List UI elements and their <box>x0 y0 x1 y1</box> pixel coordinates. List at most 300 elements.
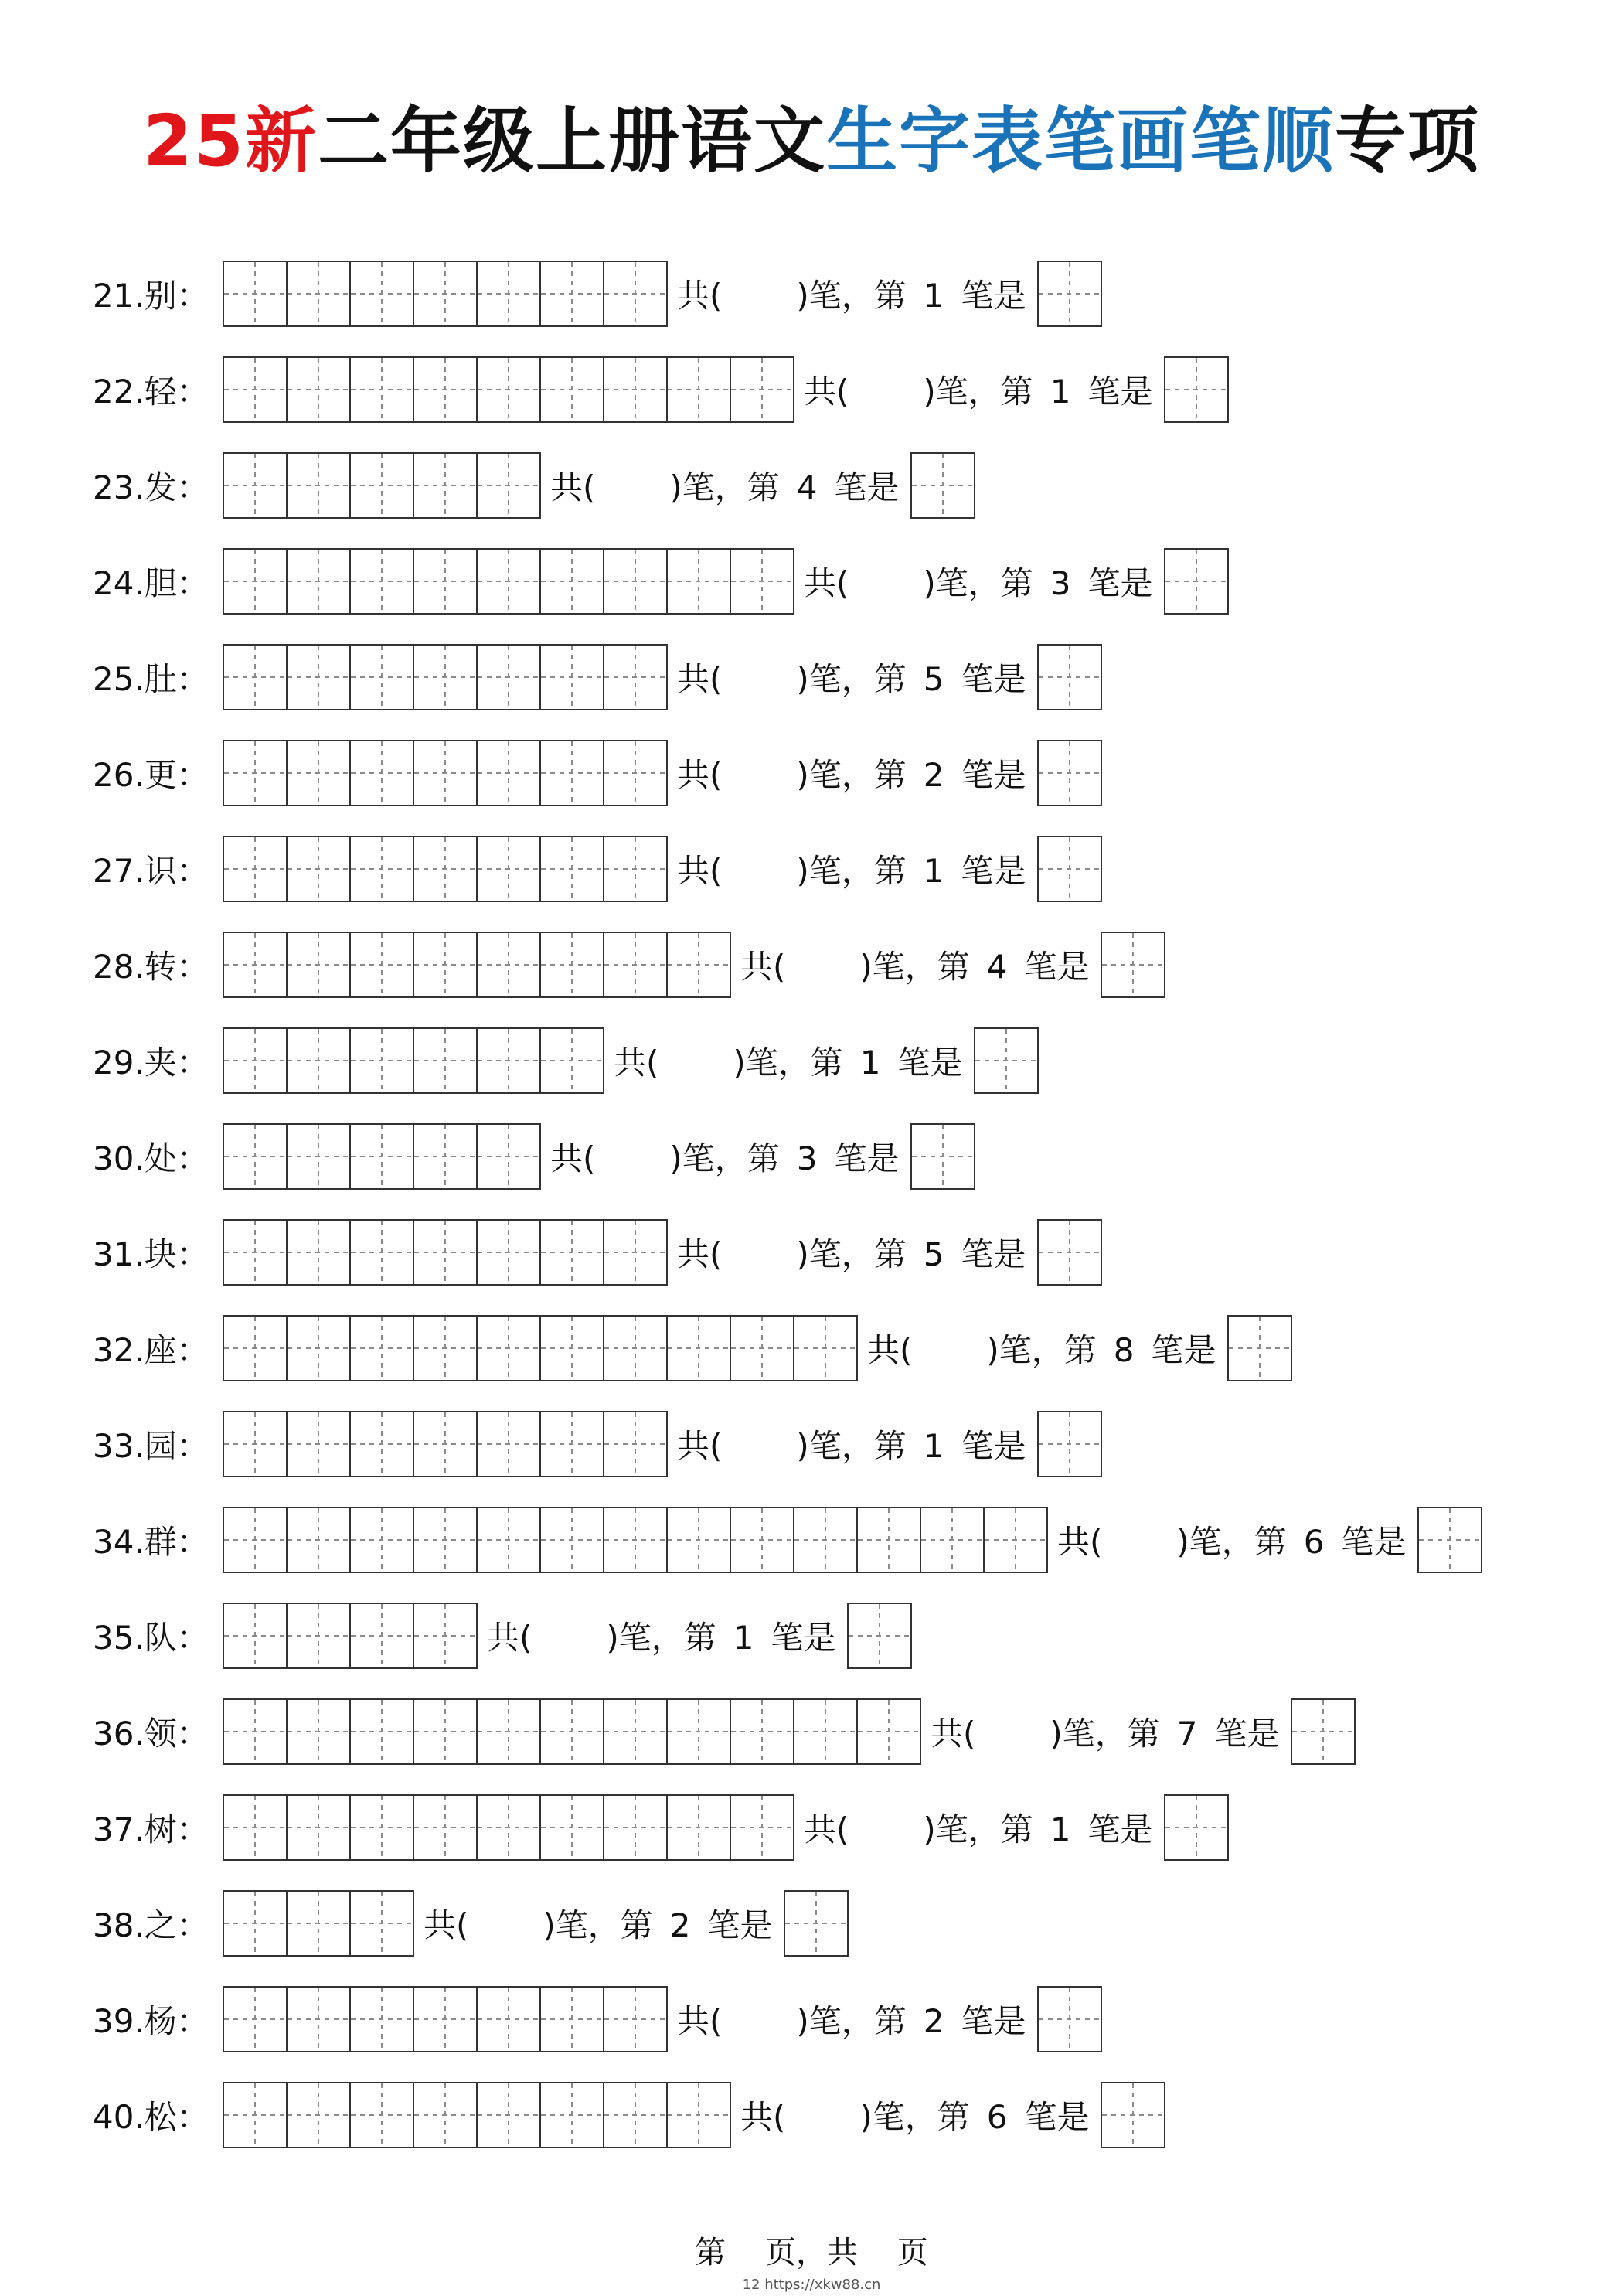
total-close-text: )笔，第 <box>1050 1715 1160 1753</box>
writing-cell[interactable] <box>541 1508 604 1572</box>
stroke-is-text: 笔是 <box>1087 373 1153 410</box>
writing-cell[interactable] <box>478 1508 541 1572</box>
writing-cell[interactable] <box>414 1412 478 1476</box>
stroke-order-grid <box>223 1315 858 1381</box>
writing-cell[interactable] <box>731 1508 794 1572</box>
writing-cell[interactable] <box>288 1988 351 2051</box>
exercise-row <box>93 453 975 518</box>
writing-cell[interactable] <box>478 646 541 709</box>
stroke-number: 6 <box>986 2098 1008 2136</box>
writing-cell[interactable] <box>604 933 668 996</box>
answer-cell[interactable] <box>847 1603 912 1669</box>
writing-cell[interactable] <box>351 1029 414 1092</box>
stroke-question <box>740 942 1090 988</box>
answer-cell[interactable] <box>1037 1411 1102 1477</box>
writing-cell[interactable] <box>224 933 288 996</box>
answer-cell[interactable] <box>784 1890 849 1957</box>
writing-cell[interactable] <box>541 2083 604 2147</box>
stroke-question <box>550 1133 900 1180</box>
writing-cell[interactable] <box>668 550 731 613</box>
character-label: 38.之： <box>93 1906 209 1944</box>
writing-cell[interactable] <box>288 741 351 805</box>
writing-cell[interactable] <box>921 1508 985 1572</box>
writing-cell[interactable] <box>288 1221 351 1284</box>
writing-cell[interactable] <box>541 1029 604 1092</box>
writing-cell[interactable] <box>478 1029 541 1092</box>
writing-cell[interactable] <box>414 741 478 805</box>
writing-cell[interactable] <box>351 646 414 709</box>
writing-cell[interactable] <box>731 1700 794 1763</box>
writing-cell[interactable] <box>604 358 668 421</box>
stroke-question <box>1057 1517 1407 1563</box>
exercise-row <box>93 1412 1102 1477</box>
total-close-text: )笔，第 <box>796 852 907 890</box>
character-label: 25.肚： <box>93 660 209 698</box>
answer-cell[interactable] <box>1164 356 1229 423</box>
writing-cell[interactable] <box>414 933 478 996</box>
answer-cell[interactable] <box>1164 1794 1229 1861</box>
writing-cell[interactable] <box>478 741 541 805</box>
writing-cell[interactable] <box>478 358 541 421</box>
writing-cell[interactable] <box>604 550 668 613</box>
total-close-text: )笔，第 <box>796 756 907 794</box>
stroke-question <box>804 1804 1153 1851</box>
writing-cell[interactable] <box>541 262 604 325</box>
total-open-text: 共( <box>677 660 723 698</box>
answer-cell[interactable] <box>910 452 975 519</box>
exercise-row <box>93 1795 1229 1860</box>
exercise-row <box>93 1603 912 1668</box>
stroke-is-text: 笔是 <box>961 2002 1026 2040</box>
writing-cell[interactable] <box>351 1412 414 1476</box>
total-open-text: 共( <box>804 564 849 602</box>
answer-cell[interactable] <box>1037 261 1102 327</box>
total-close-text: )笔，第 <box>923 373 1033 410</box>
title-suffix: 专项 <box>1335 100 1481 182</box>
stroke-is-text: 笔是 <box>1087 564 1153 602</box>
stroke-is-text: 笔是 <box>1214 1715 1280 1753</box>
answer-cell[interactable] <box>1227 1315 1292 1381</box>
writing-cell[interactable] <box>224 1221 288 1284</box>
writing-cell[interactable] <box>541 1700 604 1763</box>
writing-cell[interactable] <box>224 1892 288 1955</box>
total-close-text: )笔，第 <box>606 1619 716 1657</box>
writing-cell[interactable] <box>224 1412 288 1476</box>
exercise-row <box>93 2083 1165 2148</box>
stroke-is-text: 笔是 <box>1024 2098 1090 2136</box>
writing-cell[interactable] <box>414 358 478 421</box>
stroke-question <box>677 750 1026 796</box>
stroke-number: 8 <box>1113 1331 1135 1369</box>
writing-cell[interactable] <box>604 1412 668 1476</box>
writing-cell[interactable] <box>224 646 288 709</box>
writing-cell[interactable] <box>414 1125 478 1188</box>
writing-cell[interactable] <box>414 2083 478 2147</box>
writing-cell[interactable] <box>288 1892 351 1955</box>
character-label: 22.轻： <box>93 373 209 410</box>
writing-cell[interactable] <box>668 1508 731 1572</box>
total-open-text: 共( <box>867 1331 913 1369</box>
stroke-order-grid <box>223 740 668 806</box>
writing-cell[interactable] <box>478 1988 541 2051</box>
writing-cell[interactable] <box>351 1796 414 1859</box>
stroke-is-text: 笔是 <box>1087 1811 1153 1848</box>
character-label: 28.转： <box>93 948 209 986</box>
title-grade-prefix: 25新 <box>142 100 318 182</box>
exercise-row <box>93 741 1102 806</box>
stroke-order-grid <box>223 1219 668 1286</box>
exercise-row <box>93 1699 1356 1764</box>
writing-cell[interactable] <box>668 358 731 421</box>
writing-cell[interactable] <box>858 1700 921 1763</box>
writing-cell[interactable] <box>224 1029 288 1092</box>
stroke-number: 1 <box>923 852 944 890</box>
writing-cell[interactable] <box>414 262 478 325</box>
writing-cell[interactable] <box>288 262 351 325</box>
writing-cell[interactable] <box>414 1317 478 1380</box>
answer-cell[interactable] <box>1164 548 1229 615</box>
character-label: 40.松： <box>93 2098 209 2136</box>
writing-cell[interactable] <box>478 454 541 517</box>
writing-cell[interactable] <box>604 2083 668 2147</box>
exercise-row <box>93 645 1102 710</box>
writing-cell[interactable] <box>414 1029 478 1092</box>
writing-cell[interactable] <box>414 837 478 901</box>
stroke-order-grid <box>223 452 541 519</box>
writing-cell[interactable] <box>351 1892 414 1955</box>
stroke-order-grid <box>223 1698 921 1765</box>
writing-cell[interactable] <box>794 1508 858 1572</box>
writing-cell[interactable] <box>288 646 351 709</box>
stroke-order-grid <box>223 1027 604 1094</box>
answer-cell[interactable] <box>1037 740 1102 806</box>
writing-cell[interactable] <box>478 837 541 901</box>
writing-cell[interactable] <box>288 550 351 613</box>
stroke-number: 2 <box>923 756 944 794</box>
stroke-number: 1 <box>859 1044 881 1082</box>
stroke-order-grid <box>223 644 668 710</box>
writing-cell[interactable] <box>668 1700 731 1763</box>
stroke-order-grid <box>223 932 731 998</box>
total-close-text: )笔，第 <box>859 2098 970 2136</box>
writing-cell[interactable] <box>288 1317 351 1380</box>
character-label: 32.座： <box>93 1331 209 1369</box>
stroke-number: 2 <box>923 2002 944 2040</box>
total-open-text: 共( <box>550 1139 596 1177</box>
writing-cell[interactable] <box>731 358 794 421</box>
writing-cell[interactable] <box>541 837 604 901</box>
total-close-text: )笔，第 <box>923 1811 1033 1848</box>
answer-cell[interactable] <box>1037 836 1102 902</box>
writing-cell[interactable] <box>351 262 414 325</box>
total-open-text: 共( <box>614 1044 659 1082</box>
stroke-order-grid <box>223 1986 668 2052</box>
stroke-number: 5 <box>923 660 944 698</box>
writing-cell[interactable] <box>288 933 351 996</box>
writing-cell[interactable] <box>288 837 351 901</box>
stroke-question <box>931 1708 1280 1755</box>
stroke-order-grid <box>223 356 794 423</box>
total-close-text: )笔，第 <box>796 1235 907 1273</box>
stroke-is-text: 笔是 <box>834 1139 900 1177</box>
writing-cell[interactable] <box>224 454 288 517</box>
exercise-row <box>93 1028 1039 1093</box>
writing-cell[interactable] <box>224 837 288 901</box>
total-close-text: )笔，第 <box>923 564 1033 602</box>
writing-cell[interactable] <box>731 1796 794 1859</box>
writing-cell[interactable] <box>288 1412 351 1476</box>
writing-cell[interactable] <box>351 550 414 613</box>
character-label: 27.识： <box>93 852 209 890</box>
writing-cell[interactable] <box>351 2083 414 2147</box>
writing-cell[interactable] <box>414 1700 478 1763</box>
stroke-question <box>614 1037 963 1084</box>
total-open-text: 共( <box>677 1235 723 1273</box>
writing-cell[interactable] <box>541 1988 604 2051</box>
writing-cell[interactable] <box>414 454 478 517</box>
page-footer: 第 页，共 页 <box>695 2235 928 2270</box>
total-open-text: 共( <box>804 1811 849 1848</box>
writing-cell[interactable] <box>351 837 414 901</box>
writing-cell[interactable] <box>478 1796 541 1859</box>
writing-cell[interactable] <box>288 1796 351 1859</box>
writing-cell[interactable] <box>288 1508 351 1572</box>
stroke-is-text: 笔是 <box>961 756 1026 794</box>
total-open-text: 共( <box>677 2002 723 2040</box>
writing-cell[interactable] <box>224 1508 288 1572</box>
writing-cell[interactable] <box>604 741 668 805</box>
writing-cell[interactable] <box>668 1796 731 1859</box>
writing-cell[interactable] <box>288 2083 351 2147</box>
stroke-question <box>804 558 1153 605</box>
writing-cell[interactable] <box>858 1508 921 1572</box>
character-label: 36.领： <box>93 1715 209 1753</box>
total-open-text: 共( <box>677 1427 723 1465</box>
writing-cell[interactable] <box>794 1700 858 1763</box>
answer-cell[interactable] <box>1291 1698 1356 1765</box>
writing-cell[interactable] <box>541 741 604 805</box>
writing-cell[interactable] <box>794 1317 858 1380</box>
exercise-row <box>93 357 1229 422</box>
writing-cell[interactable] <box>414 550 478 613</box>
writing-cell[interactable] <box>351 741 414 805</box>
exercise-row <box>93 836 1102 901</box>
writing-cell[interactable] <box>478 1412 541 1476</box>
writing-cell[interactable] <box>224 550 288 613</box>
character-label: 37.树： <box>93 1811 209 1848</box>
exercise-row <box>93 549 1229 614</box>
character-label: 23.发： <box>93 468 209 506</box>
writing-cell[interactable] <box>478 550 541 613</box>
character-label: 35.队： <box>93 1619 209 1657</box>
writing-cell[interactable] <box>288 1700 351 1763</box>
writing-cell[interactable] <box>351 933 414 996</box>
writing-cell[interactable] <box>478 1700 541 1763</box>
writing-cell[interactable] <box>224 1604 288 1667</box>
writing-cell[interactable] <box>604 1508 668 1572</box>
writing-cell[interactable] <box>541 550 604 613</box>
character-label: 31.块： <box>93 1235 209 1273</box>
writing-cell[interactable] <box>351 1604 414 1667</box>
answer-cell[interactable] <box>1417 1507 1482 1573</box>
stroke-question <box>677 271 1026 317</box>
stroke-is-text: 笔是 <box>707 1906 773 1944</box>
writing-cell[interactable] <box>604 262 668 325</box>
total-close-text: )笔，第 <box>543 1906 653 1944</box>
writing-cell[interactable] <box>351 1125 414 1188</box>
answer-cell[interactable] <box>1037 644 1102 710</box>
writing-cell[interactable] <box>604 1221 668 1284</box>
writing-cell[interactable] <box>604 646 668 709</box>
total-open-text: 共( <box>677 852 723 890</box>
writing-cell[interactable] <box>351 1508 414 1572</box>
total-open-text: 共( <box>487 1619 532 1657</box>
title-course: 二年级上册语文 <box>317 100 826 182</box>
writing-cell[interactable] <box>224 358 288 421</box>
stroke-number: 4 <box>986 948 1008 986</box>
stroke-number: 1 <box>1050 373 1071 410</box>
writing-cell[interactable] <box>478 2083 541 2147</box>
stroke-question <box>424 1900 773 1947</box>
writing-cell[interactable] <box>478 1221 541 1284</box>
writing-cell[interactable] <box>541 1796 604 1859</box>
exercise-row <box>93 1220 1102 1285</box>
writing-cell[interactable] <box>414 1604 478 1667</box>
exercise-row <box>93 1891 849 1956</box>
character-label: 30.处： <box>93 1139 209 1177</box>
writing-cell[interactable] <box>288 1125 351 1188</box>
writing-cell[interactable] <box>541 1317 604 1380</box>
writing-cell[interactable] <box>224 1700 288 1763</box>
stroke-number: 1 <box>923 277 944 315</box>
stroke-number: 1 <box>923 1427 944 1465</box>
stroke-is-text: 笔是 <box>961 852 1026 890</box>
stroke-number: 3 <box>796 1139 818 1177</box>
answer-cell[interactable] <box>1101 2082 1165 2148</box>
stroke-question <box>677 654 1026 700</box>
writing-cell[interactable] <box>351 1221 414 1284</box>
writing-cell[interactable] <box>604 1317 668 1380</box>
writing-cell[interactable] <box>731 1317 794 1380</box>
character-label: 24.胆： <box>93 564 209 602</box>
writing-cell[interactable] <box>351 1317 414 1380</box>
stroke-number: 6 <box>1303 1523 1325 1561</box>
total-close-text: )笔，第 <box>669 1139 780 1177</box>
total-close-text: )笔，第 <box>859 948 970 986</box>
character-label: 21.别： <box>93 277 209 315</box>
writing-cell[interactable] <box>224 1796 288 1859</box>
stroke-question <box>740 2092 1090 2138</box>
writing-cell[interactable] <box>414 1221 478 1284</box>
stroke-is-text: 笔是 <box>771 1619 836 1657</box>
stroke-question <box>677 1421 1026 1467</box>
stroke-is-text: 笔是 <box>961 277 1026 315</box>
writing-cell[interactable] <box>541 933 604 996</box>
stroke-order-grid <box>223 1507 1048 1573</box>
character-label: 39.杨： <box>93 2002 209 2040</box>
stroke-is-text: 笔是 <box>961 1427 1026 1465</box>
writing-cell[interactable] <box>351 1700 414 1763</box>
writing-cell[interactable] <box>414 646 478 709</box>
stroke-order-grid <box>223 548 794 615</box>
answer-cell[interactable] <box>1101 932 1165 998</box>
writing-cell[interactable] <box>288 454 351 517</box>
exercise-row <box>93 1507 1482 1572</box>
character-label: 33.园： <box>93 1427 209 1465</box>
writing-cell[interactable] <box>478 1125 541 1188</box>
writing-cell[interactable] <box>224 1988 288 2051</box>
writing-cell[interactable] <box>604 837 668 901</box>
writing-cell[interactable] <box>351 1988 414 2051</box>
exercise-row <box>93 1316 1292 1381</box>
writing-cell[interactable] <box>604 1988 668 2051</box>
answer-cell[interactable] <box>910 1123 975 1190</box>
writing-cell[interactable] <box>604 1796 668 1859</box>
stroke-order-grid <box>223 1123 541 1190</box>
writing-cell[interactable] <box>541 1221 604 1284</box>
writing-cell[interactable] <box>224 2083 288 2147</box>
writing-cell[interactable] <box>541 646 604 709</box>
writing-cell[interactable] <box>224 1317 288 1380</box>
writing-cell[interactable] <box>985 1508 1048 1572</box>
stroke-is-text: 笔是 <box>897 1044 963 1082</box>
total-open-text: 共( <box>677 756 723 794</box>
writing-cell[interactable] <box>668 933 731 996</box>
stroke-order-grid <box>223 1411 668 1477</box>
writing-cell[interactable] <box>288 1604 351 1667</box>
stroke-number: 5 <box>923 1235 944 1273</box>
writing-cell[interactable] <box>414 1988 478 2051</box>
writing-cell[interactable] <box>224 262 288 325</box>
writing-cell[interactable] <box>351 454 414 517</box>
writing-cell[interactable] <box>541 1412 604 1476</box>
writing-cell[interactable] <box>478 1317 541 1380</box>
exercise-row <box>93 932 1165 997</box>
stroke-question <box>487 1613 836 1659</box>
writing-cell[interactable] <box>731 550 794 613</box>
answer-cell[interactable] <box>974 1027 1039 1094</box>
answer-cell[interactable] <box>1037 1986 1102 2052</box>
writing-cell[interactable] <box>478 933 541 996</box>
stroke-order-grid <box>223 1794 794 1861</box>
answer-cell[interactable] <box>1037 1219 1102 1286</box>
stroke-number: 7 <box>1176 1715 1198 1753</box>
writing-cell[interactable] <box>668 1317 731 1380</box>
total-close-text: )笔，第 <box>796 660 907 698</box>
writing-cell[interactable] <box>604 1700 668 1763</box>
stroke-order-grid <box>223 2082 731 2148</box>
stroke-number: 3 <box>1050 564 1071 602</box>
writing-cell[interactable] <box>668 2083 731 2147</box>
writing-cell[interactable] <box>414 1796 478 1859</box>
writing-cell[interactable] <box>224 741 288 805</box>
stroke-is-text: 笔是 <box>1024 948 1090 986</box>
total-open-text: 共( <box>740 2098 786 2136</box>
total-open-text: 共( <box>804 373 849 410</box>
total-close-text: )笔，第 <box>1176 1523 1287 1561</box>
writing-cell[interactable] <box>414 1508 478 1572</box>
writing-cell[interactable] <box>478 262 541 325</box>
total-close-text: )笔，第 <box>986 1331 1097 1369</box>
character-label: 34.群： <box>93 1523 209 1561</box>
writing-cell[interactable] <box>541 358 604 421</box>
writing-cell[interactable] <box>288 1029 351 1092</box>
writing-cell[interactable] <box>288 358 351 421</box>
writing-cell[interactable] <box>224 1125 288 1188</box>
writing-cell[interactable] <box>351 358 414 421</box>
total-open-text: 共( <box>550 468 596 506</box>
stroke-question <box>550 462 900 509</box>
